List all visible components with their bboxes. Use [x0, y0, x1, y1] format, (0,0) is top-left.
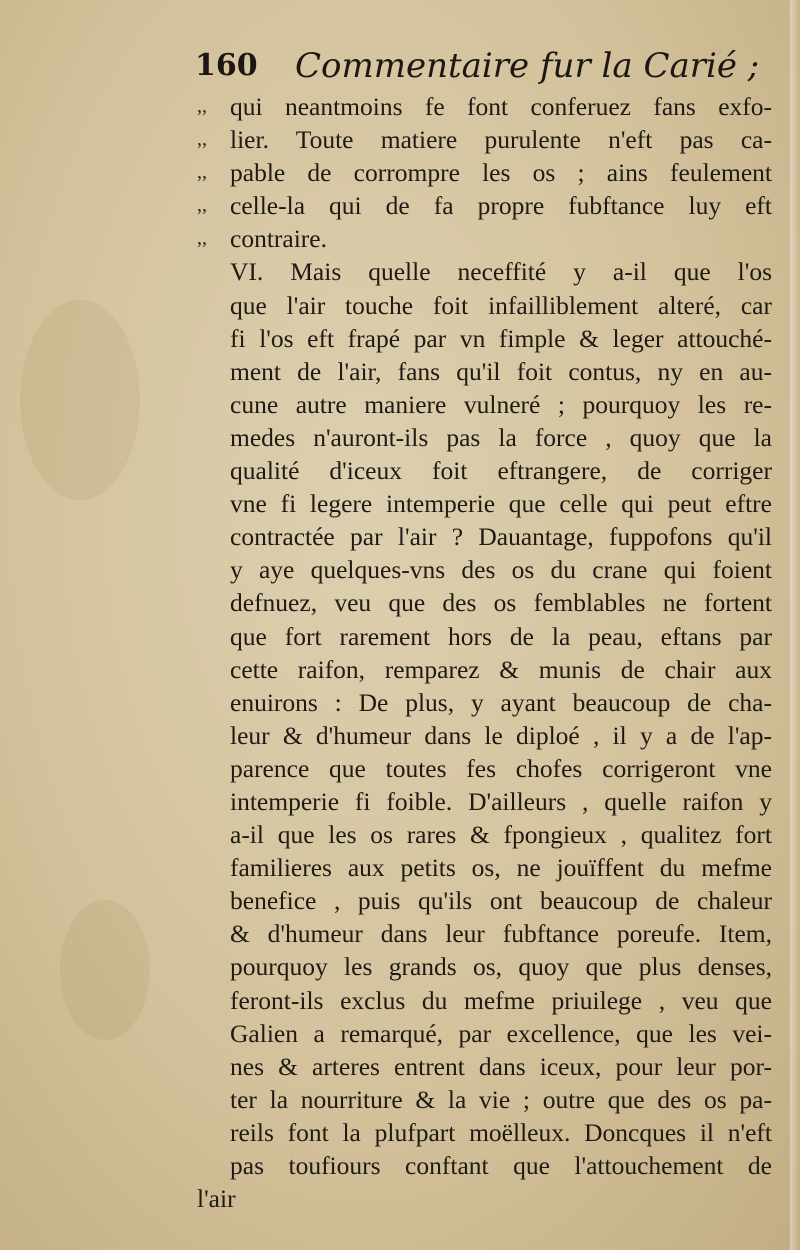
text-line — [197, 388, 772, 421]
quote-marker: ,, — [197, 194, 207, 217]
line-text: intemperie fi foible. D'ailleurs , quelle raifon y — [230, 786, 772, 816]
quote-marker: ,, — [197, 227, 207, 250]
line-text: & d'humeur dans leur fubftance poreufe. Item, — [230, 919, 772, 949]
text-line — [197, 454, 772, 487]
quote-marker — [197, 884, 230, 917]
quote-marker — [197, 752, 230, 785]
text-line — [197, 289, 772, 322]
text-line — [197, 950, 772, 983]
line-text: pable de corrompre les os ; ains feulement — [230, 158, 772, 188]
text-line — [197, 785, 772, 818]
line-text: familieres aux petits os, ne jouïffent du mefme — [230, 853, 772, 883]
page-number: 160 — [195, 48, 258, 83]
quote-marker — [197, 1116, 230, 1149]
quote-marker: ,, — [197, 95, 207, 117]
text-line — [197, 322, 772, 355]
line-text: enuirons : De plus, y ayant beaucoup de cha- — [230, 687, 772, 717]
line-text: vne fi legere intemperie que celle qui peut eftre — [230, 489, 772, 519]
quote-marker — [197, 388, 230, 421]
line-text: qualité d'iceux foit eftrangere, de corriger — [230, 456, 772, 486]
quote-marker — [197, 1149, 230, 1182]
text-line — [197, 917, 772, 950]
line-text: parence que toutes fes chofes corrigeront vne — [230, 753, 772, 783]
text-line — [197, 884, 772, 917]
quote-marker — [197, 487, 230, 520]
quote-marker — [197, 355, 230, 388]
text-line — [197, 255, 772, 288]
text-line — [197, 1050, 772, 1083]
text-line — [197, 818, 772, 851]
line-text: benefice , puis qu'ils ont beaucoup de chaleur — [230, 886, 772, 916]
line-text: contraire. — [230, 224, 327, 254]
quote-marker — [197, 984, 230, 1017]
page-edge — [790, 0, 800, 1250]
quote-marker — [197, 255, 230, 288]
quote-marker — [197, 1017, 230, 1050]
quote-marker — [197, 653, 230, 686]
line-text: cune autre maniere vulneré ; pourquoy les re- — [230, 389, 772, 419]
line-text: Galien a remarqué, par excellence, que les vei- — [230, 1018, 772, 1048]
quote-marker — [197, 520, 230, 553]
line-text: pas toufiours conftant que l'attouchement de — [230, 1151, 772, 1180]
text-line — [197, 620, 772, 653]
line-text: y aye quelques-vns des os du crane qui foient — [230, 555, 772, 585]
quote-marker — [197, 785, 230, 818]
line-text: defnuez, veu que des os femblables ne fortent — [230, 588, 772, 618]
line-text: lier. Toute matiere purulente n'eft pas ca- — [230, 125, 772, 155]
text-line — [197, 189, 772, 222]
line-text: VI. Mais quelle neceffité y a-il que l'os — [230, 257, 772, 287]
text-line — [197, 520, 772, 553]
text-line — [197, 653, 772, 686]
quote-marker — [197, 289, 230, 322]
quote-marker: ,, — [197, 128, 207, 151]
text-line — [197, 686, 772, 719]
quote-marker — [197, 719, 230, 752]
running-title: Commentaire fur la Carié ; — [295, 46, 760, 86]
text-line — [197, 355, 772, 388]
quote-marker — [197, 1050, 230, 1083]
quote-marker — [197, 586, 230, 619]
line-text: a-il que les os rares & fpongieux , qualitez fort — [230, 820, 772, 850]
body-text — [197, 90, 772, 1215]
line-text: celle-la qui de fa propre fubftance luy eft — [230, 191, 772, 221]
text-line — [197, 222, 772, 255]
text-line — [197, 1083, 772, 1116]
text-line — [197, 752, 772, 785]
page-header — [195, 38, 760, 93]
quote-marker — [197, 950, 230, 983]
quote-marker — [197, 917, 230, 950]
quote-marker — [197, 620, 230, 653]
text-line — [197, 586, 772, 619]
catchword: l'air — [197, 1184, 236, 1214]
line-text: cette raifon, remparez & munis de chair aux — [230, 654, 772, 684]
text-line — [197, 1149, 772, 1182]
line-text: que l'air touche foit infailliblement alteré, car — [230, 290, 772, 320]
text-line — [197, 123, 772, 156]
text-line — [197, 851, 772, 884]
quote-marker — [197, 421, 230, 454]
line-text: que fort rarement hors de la peau, eftans par — [230, 621, 772, 651]
text-line — [197, 90, 772, 123]
quote-marker — [197, 1083, 230, 1116]
text-line — [197, 719, 772, 752]
line-text: qui neantmoins fe font conferuez fans exfo- — [230, 92, 772, 121]
quote-marker — [197, 322, 230, 355]
paper-stain — [60, 900, 150, 1040]
line-text: fi l'os eft frapé par vn fimple & leger attouché- — [230, 323, 772, 353]
quote-marker — [197, 454, 230, 487]
line-text: reils font la plufpart moëlleux. Doncques il n'eft — [230, 1117, 772, 1147]
paper-stain — [20, 300, 140, 500]
text-line — [197, 487, 772, 520]
quote-marker: ,, — [197, 161, 207, 184]
line-text: pourquoy les grands os, quoy que plus denses, — [230, 952, 772, 982]
line-text: ter la nourriture & la vie ; outre que des os pa- — [230, 1084, 772, 1114]
text-line — [197, 1017, 772, 1050]
line-text: ment de l'air, fans qu'il foit contus, ny en au- — [230, 356, 772, 386]
quote-marker — [197, 553, 230, 586]
quote-marker — [197, 851, 230, 884]
line-text: medes n'auront-ils pas la force , quoy que la — [230, 422, 772, 452]
line-text: contractée par l'air ? Dauantage, fuppofons qu'il — [230, 522, 772, 552]
line-text: nes & arteres entrent dans iceux, pour leur por- — [230, 1051, 772, 1081]
text-line — [197, 984, 772, 1017]
text-line — [197, 421, 772, 454]
text-line — [197, 553, 772, 586]
quote-marker — [197, 686, 230, 719]
text-line — [197, 156, 772, 189]
line-text: leur & d'humeur dans le diploé , il y a de l'ap- — [230, 720, 772, 750]
quote-marker — [197, 818, 230, 851]
text-line — [197, 1116, 772, 1149]
line-text: feront-ils exclus du mefme priuilege , veu que — [230, 985, 772, 1015]
